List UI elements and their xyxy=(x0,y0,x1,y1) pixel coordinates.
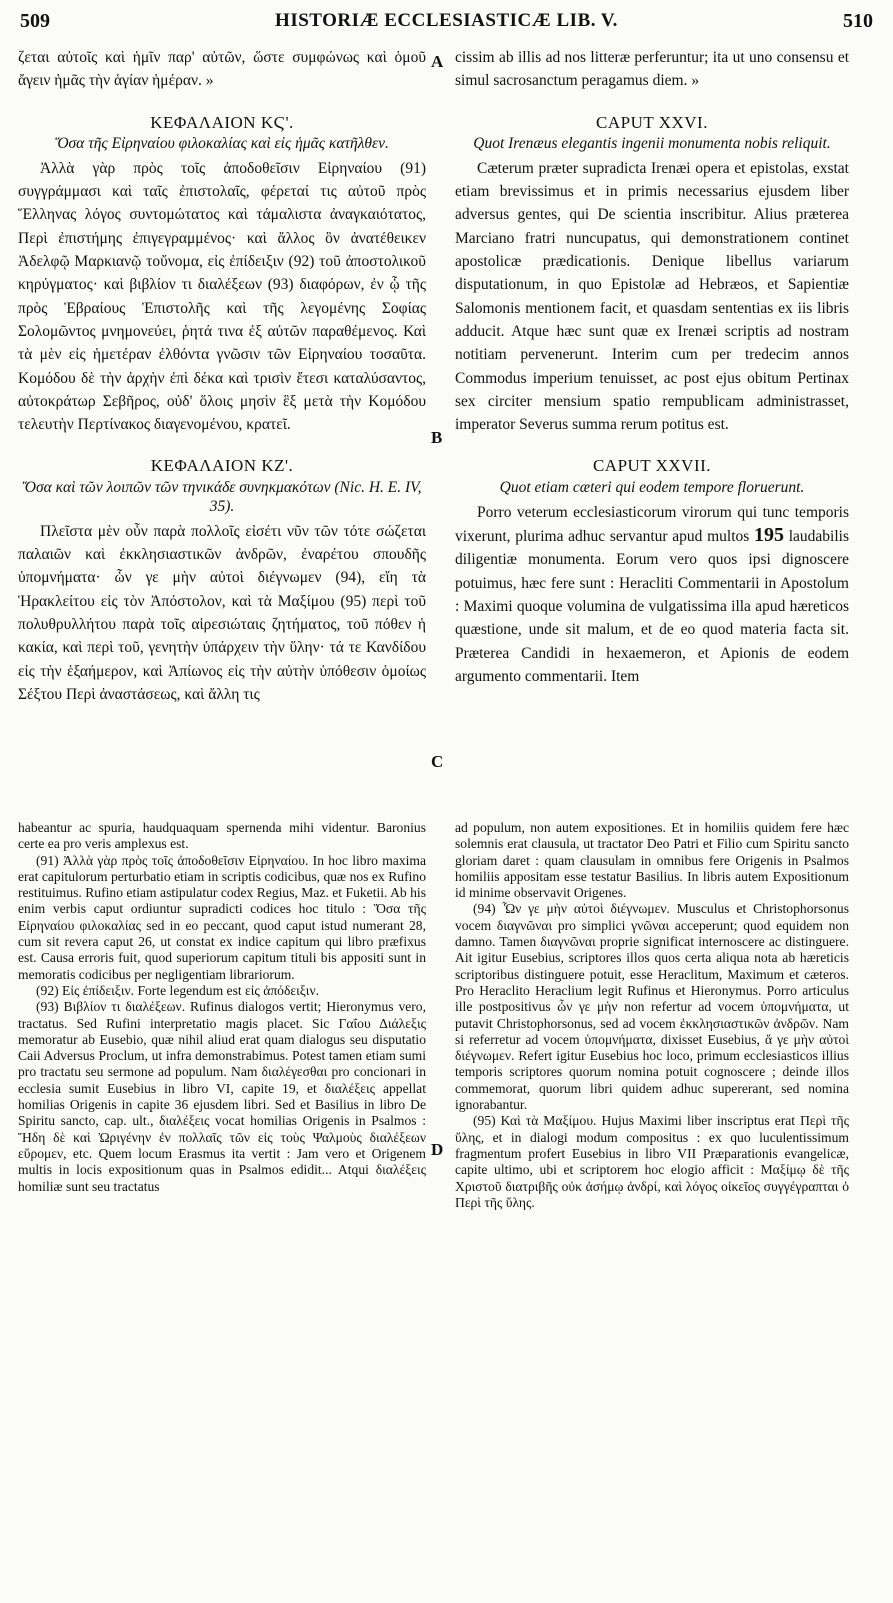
greek-ch27-text: Πλεῖστα μὲν οὖν παρὰ πολλοῖς εἰσέτι νῦν τῶν τότε σώζεται παλαιῶν καὶ ἐκκλησιαστικῶν ἀνδρῶν, ἐναρέτου σπουδῆς ὑπομνήματα· ὧν γε μὴν αὐτοὶ διέγνωμεν (94), εἴη τὰ Ἡρακλείτου εἰς τὸν Ἀπόστολον, καὶ τὰ Μαξίμου (95) περὶ τοῦ πολυθρυλλήτου παρὰ τοῖς αἱρεσιώταις ζητήματος, τοῦ πόθεν ἡ κακία, καὶ περὶ τοῦ, γενητὴν ὑπάρχειν τὴν ὕλην· τά τε Κανδίδου εἰς τὴν ἑξαήμερον, καὶ Ἀπίωνος εἰς τὴν αὐτὴν ὑπόθεσιν ὁμοίως Σέξτου Περὶ ἀναστάσεως, καὶ ἄλλη τις xyxy=(18,522,426,703)
latin-ch26-subtitle: Quot Irenæus elegantis ingenii monumenta nobis reliquit. xyxy=(473,134,831,152)
latin-ch27-text xyxy=(455,501,849,688)
greek-ch26-heading: ΚΕΦΑΛΑΙΟΝ ΚϚ'. xyxy=(150,112,294,132)
latin-ch26-heading: CAPUT XXVI. xyxy=(596,112,708,132)
margin-marker-c: C xyxy=(431,752,444,771)
footnote-94: (94) Ὧν γε μὴν αὐτοὶ διέγνωμεν. Musculus et Christophorsonus vocem διαγνῶναι pro simplici γνῶναι acceperunt; quod equidem non damno. Tamen διαγνῶναι proprie significat internoscere ac distinguere. Ait igitur Eusebius, scriptores illos quos certa aliqua nota ab hæreticis scriptoribus distinguere potuit, esse Heraclitum, Maximum et cæteros. Pro Heraclito Heraclium legit Rufinus et Hieronymus. Porro articulus ille postpositivus ὧν γε μὴν non refertur ad vocem ὑπομνήματα, ut putavit Christophorsonus, sed ad vocem ἐκκλησιαστικῶν ἀνδρῶν. Nam si referretur ad vocem ὑπομνήματα, dixisset Eusebius, ἅ γε μὴν αὐτοὶ διέγνωμεν. Refert igitur Eusebius hoc loco, primum ecclesiasticos illius temporis scriptores quorum nomina potuit cognoscere ; deinde illos commemorat, quorum libri quidem adhuc supererant, sed nomina ignorabantur. xyxy=(455,901,849,1113)
greek-ch26-text: Ἀλλὰ γὰρ πρὸς τοῖς ἀποδοθεῖσιν Εἰρηναίου (91) συγγράμμασι καὶ ταῖς ἐπιστολαῖς, φέρεταί τις αὐτοῦ πρὸς Ἕλληνας λόγος συντομώτατος καὶ τάμαλιστα ἀναγκαιότατος, Περὶ ἐπιστήμης ἐπιγεγραμμένος· καὶ ἄλλος ὃν ἀνατέθεικεν Ἀδελφῷ Μαρκιανῷ τοὔνομα, εἰς ἐπίδειξιν (92) τοῦ ἀποστολικοῦ κηρύγματος· καὶ βιβλίον τι διαλέξεων (93) διαφόρων, ἐν ᾧ τῆς πρὸς Ἑβραίους Ἐπιστολῆς καὶ τῆς λεγομένης Σοφίας Σολομῶντος μνημονεύει, ῥητά τινα ἐξ αὐτῶν παραθέμενος. Καὶ τὰ μὲν εἰς ἡμετέραν ἐλθόντα γνῶσιν τῶν Εἰρηναίου τοσαῦτα. Κομόδου δὲ τὴν ἀρχὴν ἐπὶ δέκα καὶ τρισὶν ἔτεσι καταλύσαντος, αὐτοκράτωρ Σεβῆρος, οὐδ' ὅλοις μησὶν ἓξ μετὰ τὴν Κομόδου τελευτὴν Περτίνακος διαγενομένου, κρατεῖ. xyxy=(18,159,426,434)
latin-ch27-text-a: Porro veterum ecclesiasticorum virorum qui tunc temporis vixerunt, plurima adhuc servantur apud multos xyxy=(455,503,849,546)
latin-column xyxy=(455,46,849,688)
page-number-right: 510 xyxy=(843,10,873,32)
footnotes-right xyxy=(455,820,849,1211)
greek-ch27-subtitle: Ὅσα καὶ τῶν λοιπῶν τῶν τηνικάδε συνηκμακότων (Nic. H. E. IV, 35). xyxy=(22,478,422,515)
footnote-92: (92) Εἰς ἐπίδειξιν. Forte legendum est εἰς ἀπόδειξιν. xyxy=(36,982,320,998)
greek-ch26-subtitle: Ὅσα τῆς Εἰρηναίου φιλοκαλίας καὶ εἰς ἡμᾶς κατῆλθεν. xyxy=(55,134,389,152)
greek-intro: ζεται αὐτοῖς καὶ ἡμῖν παρ' αὐτῶν, ὥστε συμφώνως καὶ ὁμοῦ ἄγειν ἡμᾶς τὴν ἁγίαν ἡμέραν. » xyxy=(18,49,426,90)
footnote-93-continuation: ad populum, non autem expositiones. Et in homiliis quidem fere hæc solemnis erat clausula, ut tractator Deo Patri et Filio cum Spiritu sancto gloriam daret : quam clausulam in omnibus fere Origenis in Psalmos homiliis appositam esse testatur Basilius. In libris autem Expositionum id minime observavit Origenes. xyxy=(455,820,849,901)
latin-ch27-text-b: laudabilis diligentiæ monumenta. Eorum vero quos ipsi dignoscere potuimus, hæc fere sunt : Heracliti Commentarii in Apostolum : Maximi quoque volumina de vulgatissima illa apud hæreticos quæstione, unde sit malum, et de eo quod materia facta sit. Præterea Candidi in hexaemeron, et Apionis de eodem argumento commentarii. Item xyxy=(455,528,850,685)
page-number-left: 509 xyxy=(20,10,50,32)
footnote-93: (93) Βιβλίον τι διαλέξεων. Rufinus dialogos vertit; Hieronymus vero, tractatus. Sed Rufini interpretatio magis placet. Sic Γαΐου Διάλεξις memoratur ab Eusebio, quæ nihil aliud erat quam dialogus seu disputatio Caii Adversus Proclum, ut infra demonstrabimus. Potest tamen etiam sumi pro tractatu seu sermone ad populum. Nam διαλέγεσθαι pro concionari in ecclesia sumit Eusebius in libro VI, capite 19, et διαλέξεις appellat homilias Origenis in capite 36 ejusdem libri. Sed et Basilius in libro De Spiritu sancto, cap. ult., διαλέξεις vocat homilias Origenis in Psalmos : Ἤδη δὲ καὶ Ὠριγένην ἐν πολλαῖς τῶν εἰς τοὺς Ψαλμοὺς διαλέξεων εὕρομεν, etc. Quem locum Erasmus ita vertit : Jam vero et Origenem multis in locis expositionum quas in Psalmos edidit... Atqui διαλέξεις homiliæ sunt seu tractatus xyxy=(18,999,426,1194)
footnote-continuation: habeantur ac spuria, haudquaquam spernenda mihi videntur. Baronius certe ea pro veris amplexus est. xyxy=(18,820,426,852)
footnotes-left xyxy=(18,820,426,1195)
latin-ch27-subtitle: Quot etiam cæteri qui eodem tempore floruerunt. xyxy=(499,478,805,496)
latin-ch26-text: Cæterum præter supradicta Irenæi opera et epistolas, exstat etiam brevissimus et in primis necessarius ejusdem liber adversus gentes, qui De scientia inscribitur. Alius præterea Marciano fratri nuncupatus, qui demonstrationem continet apostolicæ prædicationis. Denique libellus variarum disputationum, in quo Epistolæ ad Hebræos, et Sapientiæ Salomonis mentionem facit, et quasdam sententias ex iis libris adducit. Atque hæc sunt quæ ex Irenæi scriptis ad nostram notitiam pervenerunt. Interim cum per tredecim annos Commodus imperium tenuisset, ac post ejus obitum Pertinax sex circiter mensium spatio rempublicam administrasset, imperator Severus summa rerum potitus est. xyxy=(455,159,849,434)
latin-intro: cissim ab illis ad nos litteræ perferuntur; ita ut uno consensu et simul sacrosanctum peragamus diem. » xyxy=(455,49,849,90)
column-number: 195 xyxy=(754,524,785,547)
margin-marker-b: B xyxy=(431,428,443,447)
margin-marker-d: D xyxy=(431,1140,444,1159)
running-title: HISTORIÆ ECCLESIASTICÆ LIB. V. xyxy=(275,10,618,31)
latin-ch27-heading: CAPUT XXVII. xyxy=(592,456,712,476)
greek-column xyxy=(18,46,426,706)
greek-ch27-heading: ΚΕΦΑΛΑΙΟΝ ΚΖ'. xyxy=(150,456,294,476)
footnote-95: (95) Καὶ τὰ Μαξίμου. Hujus Maximi liber inscriptus erat Περὶ τῆς ὕλης, et in dialogi modum compositus : ex quo luculentissimum fragmentum profert Eusebius in libro VII Præparationis evangelicæ, capite ultimo, ubi et scriptorem hoc elogio afficit : Μαξίμῳ δὲ τῆς Χριστοῦ διατριβῆς οὐκ ἀσήμῳ ἀνδρί, καὶ λόγος οἰκεῖος συγγέγραπται ὁ Περὶ τῆς ὕλης. xyxy=(455,1113,849,1210)
footnote-91: (91) Ἀλλὰ γὰρ πρὸς τοῖς ἀποδοθεῖσιν Εἰρηναίου. In hoc libro maxima erat capitulorum perturbatio etiam in scriptis codicibus, quæ nos ex Rufino restituimus. Rufino etiam astipulatur codex Regius, Maz. et Fuketii. Ab his enim verbis caput ordiuntur supradicti codices hoc titulo : Ὅσα τῆς Εἰρηναίου φιλοκαλίας sed in eo peccant, quod caput istud numerant 28, cum sit revera caput 26, ut constat ex indice capitum qui libro præfixus est. Causa erroris fuit, quod superiorum capitum tituli bis appositi sunt in memoratis codicibus per negligentiam librariorum. xyxy=(18,852,426,982)
margin-marker-a: A xyxy=(431,52,444,71)
page-header xyxy=(20,6,873,36)
